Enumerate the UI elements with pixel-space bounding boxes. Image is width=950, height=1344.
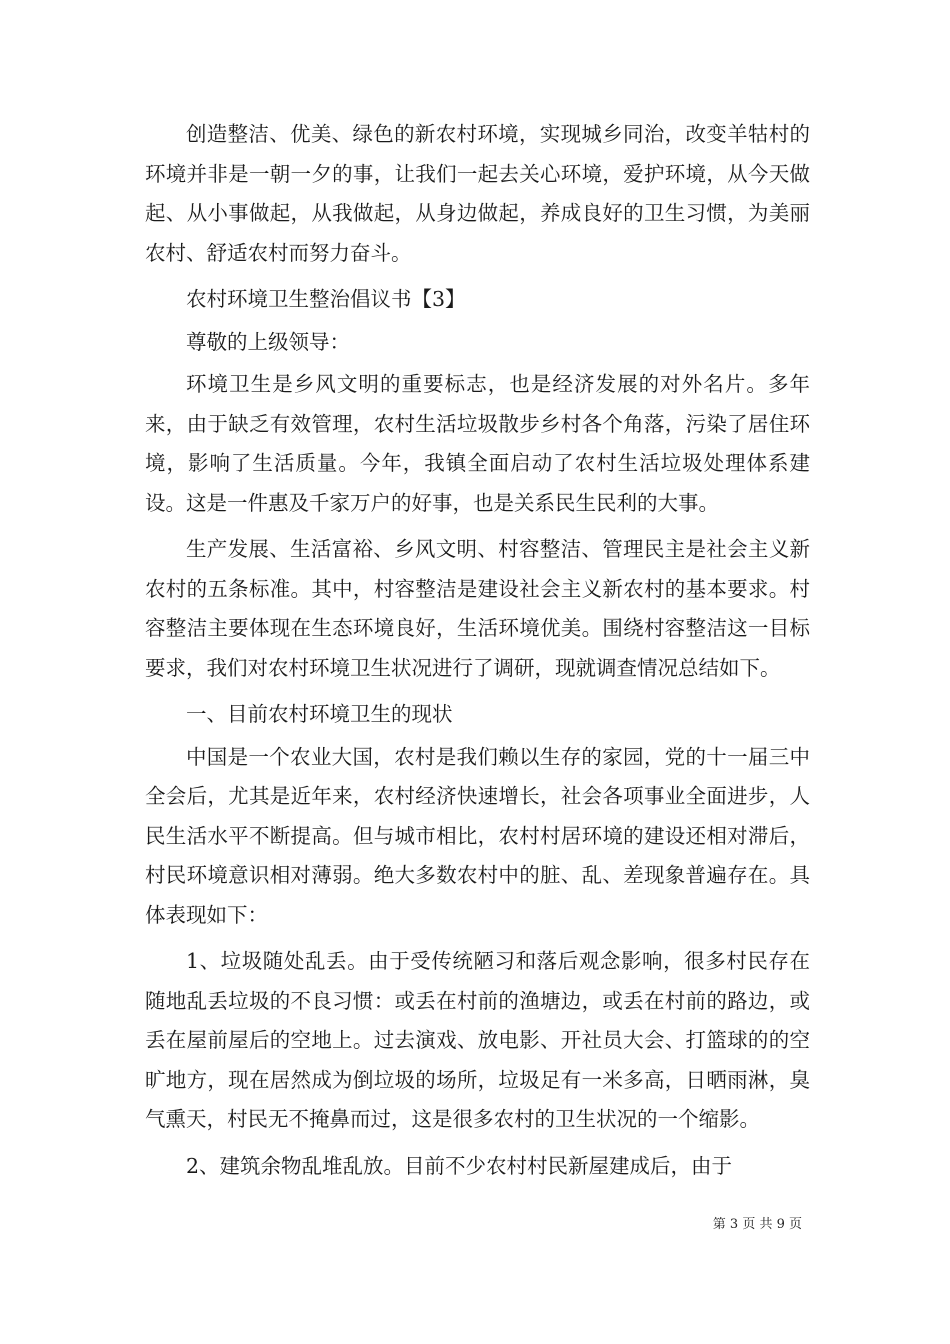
paragraph-standards: 生产发展、生活富裕、乡风文明、村容整洁、管理民主是社会主义新农村的五条标准。其中，村容整洁是建设社会主义新农村的基本要求。村容整洁主要体现在生态环境良好，生活环境优美。围绕村容整洁这一目标要求，我们对农村环境卫生状况进行了调研，现就调查情况总结如下。 bbox=[145, 537, 810, 680]
document-body bbox=[145, 115, 810, 1193]
salutation: 尊敬的上级领导： bbox=[186, 329, 350, 354]
paragraph-intro: 环境卫生是乡风文明的重要标志，也是经济发展的对外名片。多年来，由于缺乏有效管理，农村生活垃圾散步乡村各个角落，污染了居住环境，影响了生活质量。今年，我镇全面启动了农村生活垃圾处理体系建设。这是一件惠及千家万户的好事，也是关系民生民利的大事。 bbox=[145, 372, 810, 515]
section-heading-current-status: 一、目前农村环境卫生的现状 bbox=[186, 702, 453, 726]
paragraph-overview: 中国是一个农业大国，农村是我们赖以生存的家园，党的十一届三中全会后，尤其是近年来，农村经济快速增长，社会各项事业全面进步，人民生活水平不断提高。但与城市相比，农村村居环境的建设还相对滞后，村民环境意识相对薄弱。绝大多数农村中的脏、乱、差现象普遍存在。具体表现如下： bbox=[145, 744, 810, 927]
section-title-proposal-3: 农村环境卫生整治倡议书【3】 bbox=[186, 287, 466, 311]
paragraph-item-1-garbage: 1、垃圾随处乱丢。由于受传统陋习和落后观念影响，很多村民存在随地乱丢垃圾的不良习惯：或丢在村前的渔塘边，或丢在村前的路边，或丢在屋前屋后的空地上。过去演戏、放电影、开社员大会、打篮球的的空旷地方，现在居然成为倒垃圾的场所，垃圾足有一米多高，日晒雨淋，臭气熏天，村民无不掩鼻而过，这是很多农村的卫生状况的一个缩影。 bbox=[145, 949, 810, 1131]
paragraph-closing-appeal: 创造整洁、优美、绿色的新农村环境，实现城乡同治，改变羊牯村的环境并非是一朝一夕的事，让我们一起去关心环境，爱护环境，从今天做起、从小事做起，从我做起，从身边做起，养成良好的卫生习惯，为美丽农村、舒适农村而努力奋斗。 bbox=[145, 122, 810, 265]
paragraph-item-2-construction: 2、建筑余物乱堆乱放。目前不少农村村民新屋建成后，由于 bbox=[186, 1153, 733, 1178]
page-number: 第 3 页 共 9 页 bbox=[712, 1217, 802, 1232]
